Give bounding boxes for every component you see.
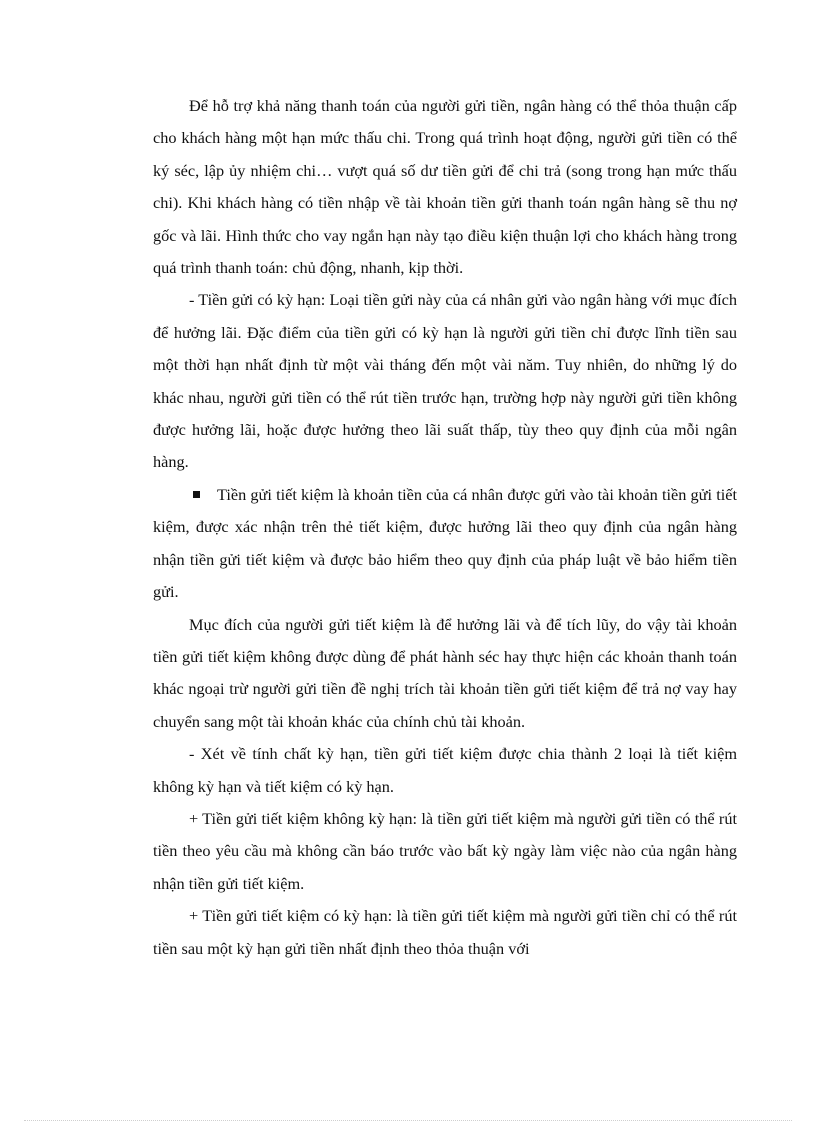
page-bottom-divider [24, 1120, 792, 1121]
paragraph-savings-deposit-text: Tiền gửi tiết kiệm là khoản tiền của cá nhân được gửi vào tài khoản tiền gửi tiết kiệm, được xác nhận trên thẻ tiết kiệm, được hưởng lãi theo quy định của ngân hàng nhận tiền gửi tiết kiệm và được bảo hiểm theo quy định của pháp luật về bảo hiểm tiền gửi. [153, 484, 737, 602]
paragraph-term-savings: + Tiền gửi tiết kiệm có kỳ hạn: là tiền gửi tiết kiệm mà người gửi tiền chỉ có thể rút tiền sau một kỳ hạn gửi tiền nhất định theo thỏa thuận với [153, 906, 737, 958]
paragraph-savings-deposit [153, 479, 737, 609]
paragraph-overdraft: Để hỗ trợ khả năng thanh toán của người gửi tiền, ngân hàng có thể thỏa thuận cấp cho khách hàng một hạn mức thấu chi. Trong quá trình hoạt động, người gửi tiền có thể ký séc, lập ủy nhiệm chi… vượt quá số dư tiền gửi để chi trả (song trong hạn mức thấu chi). Khi khách hàng có tiền nhập về tài khoản tiền gửi thanh toán ngân hàng sẽ thu nợ gốc và lãi. Hình thức cho vay ngắn hạn này tạo điều kiện thuận lợi cho khách hàng trong quá trình thanh toán: chủ động, nhanh, kịp thời. [153, 96, 737, 278]
paragraph-term-classification: - Xét về tính chất kỳ hạn, tiền gửi tiết kiệm được chia thành 2 loại là tiết kiệm không kỳ hạn và tiết kiệm có kỳ hạn. [153, 744, 737, 796]
document-body [153, 90, 737, 965]
square-bullet-icon [193, 491, 200, 498]
paragraph-savings-purpose: Mục đích của người gửi tiết kiệm là để hưởng lãi và để tích lũy, do vậy tài khoản tiền gửi tiết kiệm không được dùng để phát hành séc hay thực hiện các khoản thanh toán khác ngoại trừ người gửi tiền đề nghị trích tài khoản tiền gửi tiết kiệm để trả nợ vay hay chuyển sang một tài khoản khác của chính chủ tài khoản. [153, 614, 737, 731]
paragraph-term-deposit: - Tiền gửi có kỳ hạn: Loại tiền gửi này của cá nhân gửi vào ngân hàng với mục đích để hưởng lãi. Đặc điểm của tiền gửi có kỳ hạn là người gửi tiền chỉ được lĩnh tiền sau một thời hạn nhất định từ một vài tháng đến một vài năm. Tuy nhiên, do những lý do khác nhau, người gửi tiền có thể rút tiền trước hạn, trường hợp này người gửi tiền không được hưởng lãi, hoặc được hưởng theo lãi suất thấp, tùy theo quy định của mỗi ngân hàng. [153, 290, 737, 472]
paragraph-demand-savings: + Tiền gửi tiết kiệm không kỳ hạn: là tiền gửi tiết kiệm mà người gửi tiền có thể rút tiền theo yêu cầu mà không cần báo trước vào bất kỳ ngày làm việc nào của ngân hàng nhận tiền gửi tiết kiệm. [153, 808, 737, 893]
